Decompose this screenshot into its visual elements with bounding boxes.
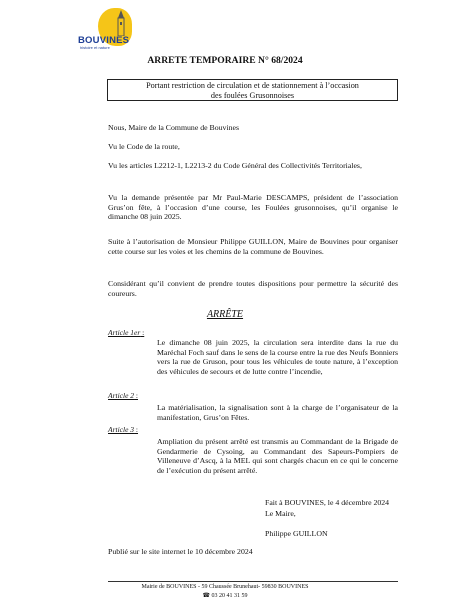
document-title: ARRETE TEMPORAIRE N° 68/2024 bbox=[147, 55, 303, 66]
subtitle-line-2: des foulées Grusonnoises bbox=[210, 90, 295, 100]
logo-tagline: histoire et nature bbox=[80, 45, 110, 50]
paragraph-articles: Vu les articles L2212-1, L2213-2 du Code Général des Collectivités Territoriales, bbox=[108, 161, 362, 170]
article-1-label-text: Article 1er bbox=[108, 328, 141, 337]
paragraph-autorisation: Suite à l’autorisation de Monsieur Philippe GUILLON, Maire de Bouvines pour organiser cette course sur les voies et les chemins de la commune de Bouvines. bbox=[108, 237, 398, 256]
footer-address: Mairie de BOUVINES - 59 Chaussée Brunehaut- 59830 BOUVINES bbox=[141, 584, 309, 590]
article-1-label: Article 1er : bbox=[108, 328, 145, 337]
article-2-label: Article 2 : bbox=[108, 391, 139, 400]
bouvines-logo bbox=[78, 8, 164, 50]
article-3-text: Ampliation du présent arrêté est transmis au Commandant de la Brigade de Gendarmerie de Cysoing, au Commandant des Sapeurs-Pompiers de Villeneuve d’Ascq, à la MEL qui sont chargés chacun en ce qui le concerne de l’exécution du présent arrêté. bbox=[157, 437, 398, 475]
article-1-text: Le dimanche 08 juin 2025, la circulation sera interdite dans la rue du Maréchal Foch sauf dans le sens de la course entre la rue des Neufs Bonniers vers la rue de Gruson, pour tous les véhicules de toute nature, à l’exception des véhicules de secours et de lutte contre l’incendie, bbox=[157, 338, 398, 376]
article-2-label-text: Article 2 bbox=[108, 391, 135, 400]
signature-place-date: Fait à BOUVINES, le 4 décembre 2024 bbox=[265, 498, 390, 507]
article-3-label-text: Article 3 bbox=[108, 425, 135, 434]
paragraph-demande: Vu la demande présentée par Mr Paul-Marie DESCAMPS, président de l’association Grus’on fête, à l’occasion d’une course, les Foulées grusonnoises, qu’il organise le dimanche 08 juin 2025. bbox=[108, 193, 398, 222]
paragraph-considerant: Considérant qu’il convient de prendre toutes dispositions pour permettre la sécurité des coureurs. bbox=[108, 279, 398, 298]
paragraph-code-route: Vu le Code de la route, bbox=[108, 142, 180, 151]
paragraph-nous: Nous, Maire de la Commune de Bouvines bbox=[108, 123, 240, 132]
subtitle-box bbox=[107, 79, 398, 101]
article-3-label: Article 3 : bbox=[108, 425, 139, 434]
arrete-heading: ARRÊTE bbox=[206, 309, 244, 320]
church-tower-icon bbox=[114, 10, 128, 36]
footer-divider bbox=[108, 581, 398, 582]
signature-name: Philippe GUILLON bbox=[265, 529, 328, 538]
footer-phone: ☎ 03 20 41 31 59 bbox=[202, 593, 248, 599]
article-2-text: La matérialisation, la signalisation sont à la charge de l’organisateur de la manifestation, Grus’on Fêtes. bbox=[157, 403, 398, 422]
subtitle-line-1: Portant restriction de circulation et de stationnement à l’occasion bbox=[146, 81, 359, 90]
logo-name: BOUVINES bbox=[78, 35, 130, 46]
publication-note: Publié sur le site internet le 10 décembre 2024 bbox=[108, 547, 253, 556]
signature-role: Le Maire, bbox=[265, 509, 296, 518]
